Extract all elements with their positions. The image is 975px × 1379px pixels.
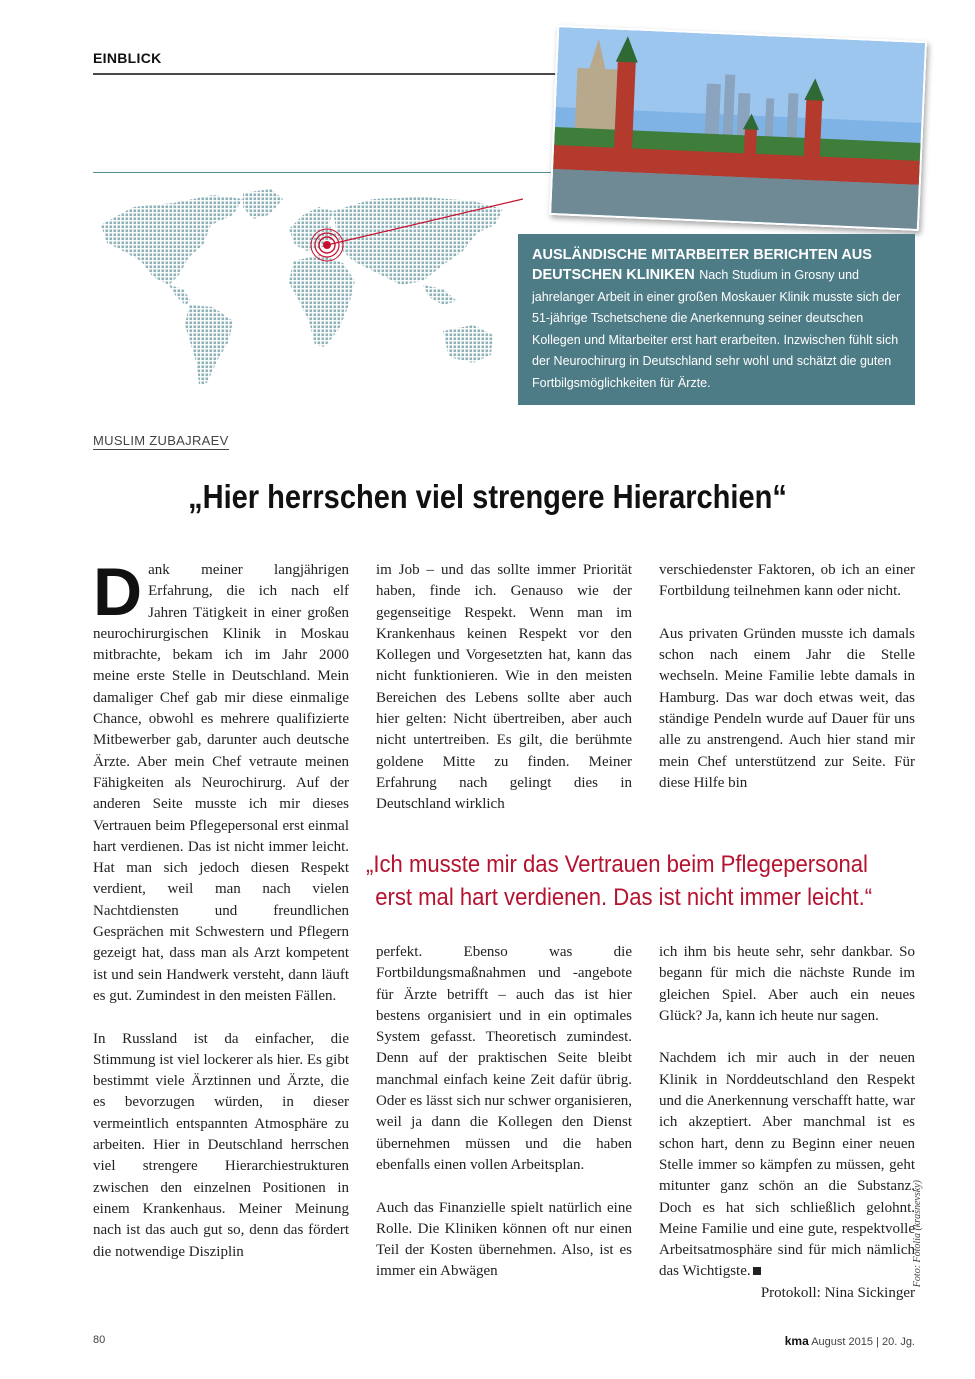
intro-headline: AUSLÄNDISCHE MITARBEITER BERICHTEN AUS DEUTSCHEN KLINIKEN	[532, 247, 872, 283]
world-map	[93, 185, 523, 395]
footer-issue	[785, 1334, 915, 1348]
intro-body: Nach Studium in Grosny und jahrelanger Arbeit in einer großen Moskauer Klinik musste sich der 51-jährige Tschetschene die Anerkennung seiner deutschen Kollegen und Mitarbeiter erst hart erarbeiten. Inzwischen fühlt sich der Neurochirurg in Deutschland sehr wohl und schätzt die guten Fortbilgsmöglichkeiten für Ärzte.	[532, 268, 901, 390]
page-number: 80	[93, 1334, 106, 1346]
paragraph: Aus privaten Gründen musste ich damals schon nach einem Jahr die Stelle wechseln. Meine Familie lebte damals in Hamburg. Das war doch etwas weit, das ständige Pendeln wurde auf Dauer für uns alle zu anstrengend. Auch hier stand mir mein Chef unterstützend zur Seite. Für diese Hilfe bin	[659, 625, 915, 791]
paragraph: verschiedenster Faktoren, ob ich an einer Fortbildung teilnehmen kann oder nicht.	[659, 562, 915, 600]
map-central-america	[169, 285, 191, 305]
paragraph	[659, 1048, 915, 1282]
article-title: „Hier herrschen viel strengere Hierarchien“	[188, 478, 787, 515]
paragraph: ich ihm bis heute sehr, sehr dankbar. So begann für mich die nächste Runde im gleichen Spiel. Aber auch ein neues Glück? Ja, kann ich heute nur sagen.	[659, 944, 915, 1024]
map-southeast-asia	[423, 285, 457, 305]
column-2-top	[376, 560, 632, 816]
paragraph: perfekt. Ebenso was die Fortbildungsmaßnahmen und -angebote für Ärzte betrifft – auch das ist hier bestens organisiert und in ein optimales System gefasst. Theoretisch zumindest. Denn auf der praktischen Seite bleibt manchmal einfach keine Zeit dafür übrig. Oder es lässt sich nur schwer organisieren, weil ja dann die Kollegen den Dienst übernehmen müssen und die haben ebenfalls einen vollen Arbeitsplan.	[376, 944, 632, 1173]
column-2-bottom	[376, 942, 632, 1283]
column-3-bottom	[659, 942, 915, 1304]
paragraph: In Russland ist da einfacher, die Stimmung ist viel lockerer als hier. Es gibt bestimmt viele Ärztinnen und Ärzte, die es bevorzugen würden, in dieser vermeintlich entspannten Atmosphäre zu arbeiten. Hier in Deutschland herrschen viel strengere Hierarchiestrukturen zwischen den einzelnen Positionen in einem Krankenhaus. Meiner Meinung nach ist das auch gut so, denn das fördert die notwendige Disziplin	[93, 1030, 349, 1260]
photo-credit: Foto: Fotolia (krasnevsky)	[912, 1180, 923, 1288]
section-label: EINBLICK	[93, 50, 162, 66]
dropcap: D	[93, 554, 143, 630]
paragraph-text: ank meiner langjährigen Erfahrung, die ich nach elf Jahren Tätigkeit in einer großen neurochirurgischen Klinik in Moskau mitbrachte, bekam ich im Jahr 2000 meine erste Stelle in Deutschland. Mein damaliger Chef gab mir diese einmalige Chance, obwohl es mehrere qualifizierte Mitbewerber gab, darunter auch deutsche Ärzte. Aber mein Chef vetraute meinen Fähigkeiten als Neurochirurg. Auf der anderen Seite musste ich mir dieses Vertrauen beim Pflegepersonal erst einmal hart verdienen. Das ist nicht immer leicht. Hat man sich jedoch diesen Respekt verdient, weil man nach vielen Nachtdiensten und freundlichen Gesprächen mit Schwestern und Pflegern gezeigt hat, dass man als Arzt kompetent ist und sein Handwerk versteht, dann läuft es gut. Zumindest in den meisten Fällen.	[93, 562, 349, 1004]
volume: 20. Jg.	[881, 1336, 915, 1348]
paragraph: Auch das Finanzielle spielt natürlich eine Rolle. Die Kliniken können oft nur einen Teil der Kosten übernehmen. Also, ist es immer ein Abwägen	[376, 1199, 632, 1280]
footer-separator: |	[876, 1336, 879, 1348]
map-africa	[289, 255, 355, 347]
paragraph-text: Nachdem ich mir auch in der neuen Klinik in Norddeutschland den Respekt und die Anerkennung verschafft hatte, war ich akzeptiert. Aber manchmal ist es schon hart, denn zu Beginn einer neuen Stelle immer so kämpfen zu müssen, geht mitunter ganz schön an die Substanz. Doch es hat sich schließlich gelohnt. Meine Familie und eine gute, respektvolle Arbeitsatmosphäre sind für mich nämlich das Wichtigste.	[659, 1050, 915, 1280]
issue-date: August 2015	[811, 1336, 873, 1348]
end-mark-icon	[753, 1267, 761, 1275]
author-name: MUSLIM ZUBAJRAEV	[93, 433, 229, 448]
paragraph: im Job – und das sollte immer Priorität haben, finde ich. Genauso wie der gegenseitige Respekt. Wenn man im Krankenhaus keinen Respekt vor den Kollegen und Vorgesetzten hat, kann das nicht funktionieren. Wie in den meisten Bereichen des Lebens sollte aber auch hier gelten: Nicht übertreiben, aber auch nicht untertreiben. Es gilt, die berühmte goldene Mitte zu finden. Meiner Erfahrung nach gelingt dies in Deutschland wirklich	[376, 562, 632, 813]
map-north-america	[101, 195, 243, 285]
pull-quote	[366, 848, 881, 914]
pull-quote-line-1: „Ich musste mir das Vertrauen beim Pflegepersonal	[366, 851, 868, 878]
kremlin-photo	[549, 25, 927, 231]
paragraph	[93, 554, 349, 1007]
magazine-logo: kma	[784, 1334, 809, 1348]
column-3-top	[659, 560, 915, 794]
pull-quote-line-2: erst mal hart verdienen. Das ist nicht immer leicht.“	[375, 884, 873, 911]
intro-box	[518, 234, 915, 405]
map-greenland	[243, 189, 283, 219]
map-australia	[443, 325, 493, 363]
signature: Protokoll: Nina Sickinger	[760, 1284, 915, 1301]
column-1	[93, 554, 349, 1263]
map-south-america	[185, 305, 233, 385]
